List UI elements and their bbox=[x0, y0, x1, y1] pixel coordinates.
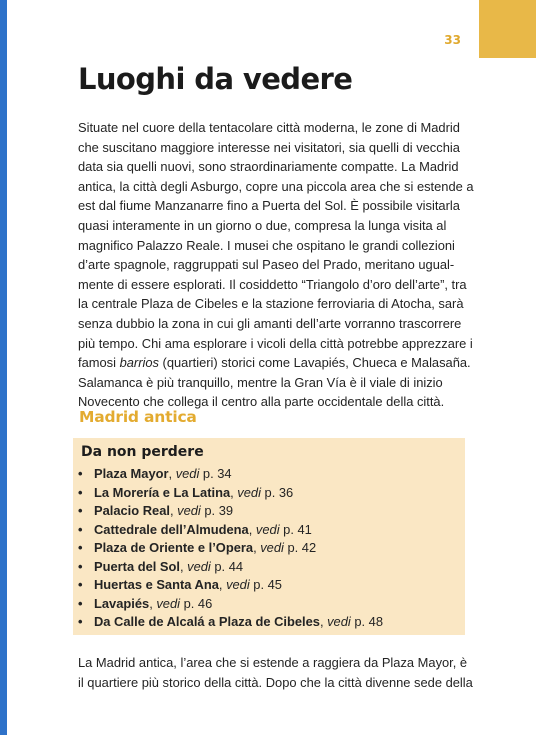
see-reference: vedi bbox=[175, 466, 200, 481]
separator: , bbox=[248, 521, 256, 537]
highlights-list bbox=[78, 465, 383, 632]
place-name: Da Calle de Alcalá a Plaza de Cibeles bbox=[94, 614, 320, 629]
list-item bbox=[78, 484, 383, 503]
separator: , bbox=[179, 558, 188, 574]
page-reference: p. 34 bbox=[199, 466, 232, 481]
list-item bbox=[78, 521, 383, 540]
page-reference: p. 46 bbox=[180, 595, 213, 611]
bullet: • bbox=[78, 577, 83, 592]
highlights-box bbox=[73, 438, 465, 635]
list-item bbox=[78, 613, 383, 632]
bullet: • bbox=[78, 521, 83, 537]
bullet: • bbox=[78, 558, 83, 574]
intro-italic-term: barrios bbox=[119, 355, 159, 371]
see-reference: vedi bbox=[237, 484, 261, 500]
list-item bbox=[78, 465, 383, 484]
see-reference: vedi bbox=[255, 521, 280, 537]
bullet: • bbox=[78, 540, 83, 555]
place-name: Lavapiés bbox=[94, 595, 150, 611]
list-item bbox=[78, 595, 383, 614]
list-item bbox=[78, 502, 383, 521]
list-item bbox=[78, 558, 383, 577]
closing-paragraph: La Madrid antica, l’area che si estende a raggiera da Plaza Mayor, è il quartiere più storico della città. Dopo che la città divenne sede della bbox=[78, 655, 473, 690]
place-name: Puerta del Sol bbox=[94, 558, 180, 574]
page-corner-tab bbox=[479, 0, 536, 58]
page-reference: p. 41 bbox=[279, 521, 312, 537]
page-reference: p. 44 bbox=[210, 558, 244, 574]
see-reference: vedi bbox=[156, 595, 181, 611]
highlights-title: Da non perdere bbox=[81, 444, 204, 460]
separator: , bbox=[169, 503, 178, 518]
intro-text-part: (quartieri) storici come Lavapiés, Chueca e Malasaña. Salamanca è più tranquillo, mentre la Gran Vía è il viale di inizio Novecento che collega il centro alla parte occidentale della città. bbox=[78, 355, 471, 410]
place-name: Cattedrale dell’Almudena bbox=[94, 521, 249, 537]
separator: , bbox=[230, 484, 238, 500]
see-reference: vedi bbox=[226, 577, 250, 592]
place-name: Palacio Real bbox=[94, 503, 170, 518]
bullet: • bbox=[78, 595, 83, 611]
intro-text-part: Situate nel cuore della tentacolare città moderna, le zone di Madrid che suscitano maggiore interesse nei visitatori, sia quelli di vecchia data sia quelli nuovi, sono straordinariamente compatte. La Madrid antica, la città degli Asburgo, copre una piccola area che si estende a est dal fiume Manzanarre fino a Puerta del Sol. È possibile visitarla quasi interamente in un giorno o due, compresa la lunga visita al magnifico Palazzo Reale. I musei che ospitano le grandi collezioni d’arte spagnole, raggruppati sul Paseo del Prado, meritano ugual-mente di essere esplorati. Il cosiddetto “Triangolo d’oro dell’arte”, tra la centrale Plaza de Cibeles e la stazione ferroviaria di Atocha, sarà senza dubbio la zona in cui gli amanti dell’arte vorranno trascorrere più tempo. Chi ama esplorare i vicoli della città potrebbe apprezzare i famosi bbox=[78, 120, 474, 371]
see-reference: vedi bbox=[260, 540, 284, 555]
page-reference: p. 39 bbox=[200, 503, 234, 518]
list-item bbox=[78, 539, 383, 558]
separator: , bbox=[168, 466, 176, 481]
bullet: • bbox=[78, 503, 83, 518]
see-reference: vedi bbox=[187, 558, 211, 574]
separator: , bbox=[319, 614, 328, 629]
bullet: • bbox=[78, 614, 83, 629]
page-reference: p. 45 bbox=[249, 577, 282, 592]
see-reference: vedi bbox=[327, 614, 351, 629]
list-item bbox=[78, 576, 383, 595]
intro-paragraph bbox=[78, 118, 476, 412]
see-reference: vedi bbox=[177, 503, 201, 518]
bullet: • bbox=[78, 484, 83, 500]
page-reference: p. 42 bbox=[283, 540, 317, 555]
page-reference: p. 48 bbox=[350, 614, 384, 629]
page-title: Luoghi da vedere bbox=[78, 62, 353, 96]
bullet: • bbox=[78, 466, 83, 481]
separator: , bbox=[218, 577, 227, 592]
section-title: Madrid antica bbox=[79, 408, 197, 426]
place-name: La Morería e La Latina bbox=[94, 484, 231, 500]
separator: , bbox=[149, 595, 157, 611]
page-number: 33 bbox=[444, 33, 461, 47]
place-name: Huertas e Santa Ana bbox=[94, 577, 219, 592]
separator: , bbox=[253, 540, 261, 555]
page-reference: p. 36 bbox=[260, 484, 294, 500]
place-name: Plaza de Oriente e l’Opera bbox=[94, 540, 254, 555]
place-name: Plaza Mayor bbox=[94, 466, 169, 481]
left-edge-strip bbox=[0, 0, 7, 735]
